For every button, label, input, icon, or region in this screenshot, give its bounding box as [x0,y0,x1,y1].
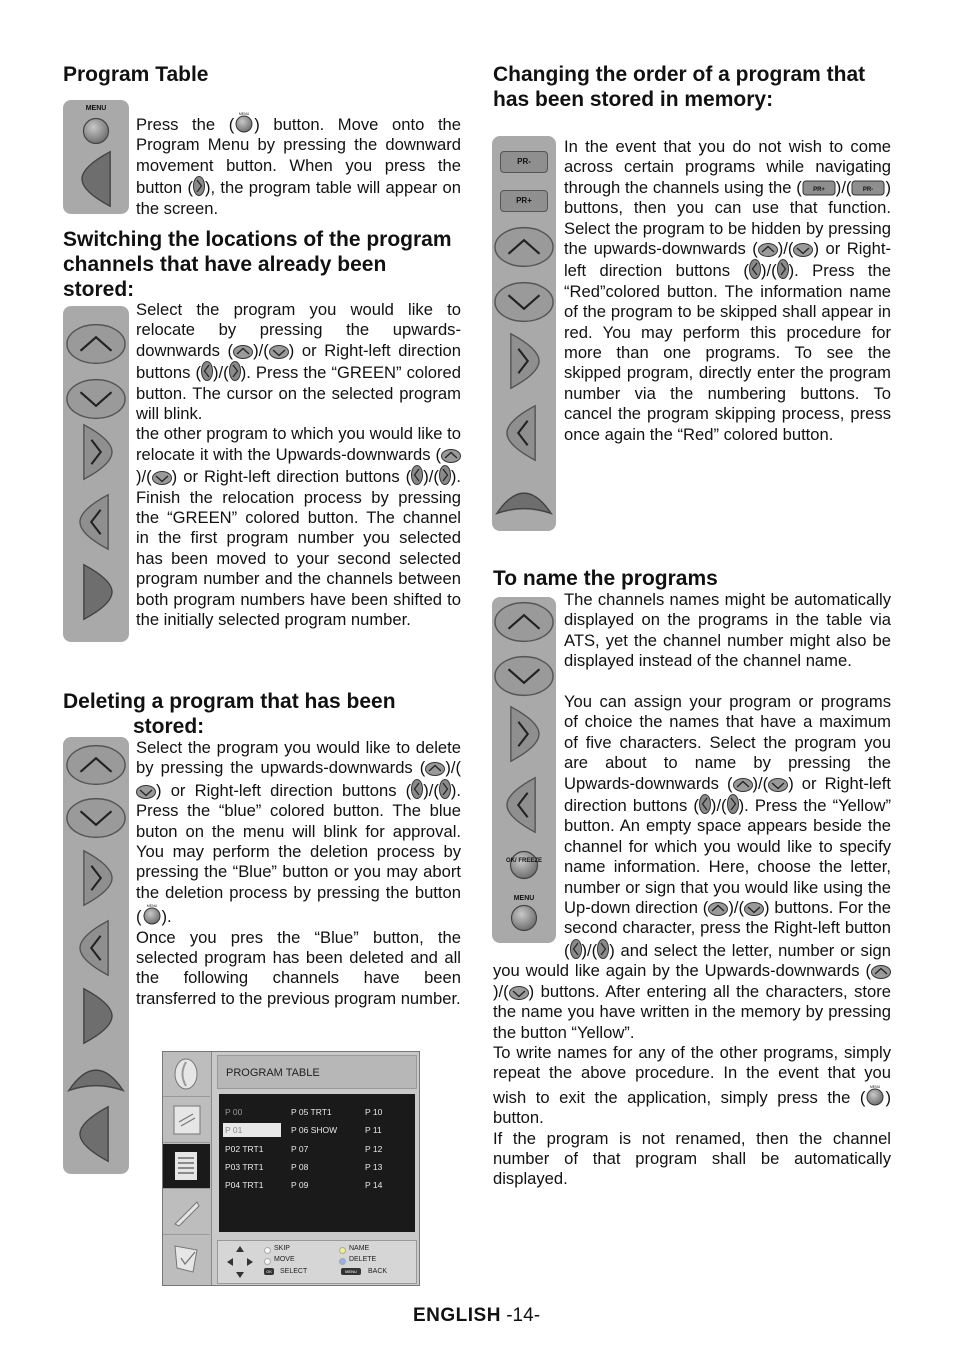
page-footer [413,1305,540,1327]
program-cell: P 08 [291,1162,309,1172]
right-arrow-icon [193,176,205,196]
down-button-icon [65,795,127,841]
program-cell: P 07 [291,1144,309,1154]
program-cell: P 10 [365,1107,383,1117]
heading-name-programs: To name the programs [493,567,718,590]
up-arrow-icon [441,449,461,463]
down-arrow-icon [793,243,813,257]
ok-freeze-label: OK/ FREEZE [506,858,543,864]
left-button-icon [502,402,542,464]
changing-order-text: In the event that you do not wish to come across certain programs while navigating through the channels using the ( PR+ )/( PR- ) buttons, then you can use that function. Select the program to be hidden by pressing the upwards-downwards ( )/( ) or Right-left direction buttons ( )/( ). Press the “Red”colored button. The information name of the program to be skipped shall appear in red. You may perform this procedure for more than one programs. To see the skipped program, directly enter the program number via the numbering buttons. To cancel the program skipping process, press once again the “Red” colored button. [564,137,891,444]
right-arrow-icon [777,259,789,279]
right-arrow-icon [597,939,609,959]
right-arrow-icon [439,779,451,799]
program-cell: P 06 SHOW [291,1125,338,1135]
down-arrow-icon [744,902,764,916]
legend-select: SELECT [280,1268,308,1275]
left-arrow-icon [570,939,582,959]
menu-label: MENU [85,105,107,112]
pr-minus-icon [851,180,885,196]
remote-illustration [492,136,556,531]
down-arrow-icon [269,345,289,359]
up-arrow-icon [425,762,445,776]
program-cell: P 05 TRT1 [291,1107,332,1117]
up-button-icon [65,742,127,788]
right-arrow-icon [439,465,451,485]
up-button-icon [493,474,555,520]
down-arrow-icon [768,778,788,792]
switching-text: Select the program you would like to relocate by pressing the upwards-downwards ( )/( ) or Right-left direction buttons ( )/( ). Press the “GREEN” colored button. The cursor on the selected program will blink. the other program to which you would like to relocate it with the Upwards-downwards ()/( ) or Right-left direction buttons ( )/( ). Finish the relocation process by pressing the “GREEN” colored button. The channel in the first program number you selected has been moved to your second selected program number and the channels between both program numbers have been shifted to the initially selected program number. [136,300,461,630]
up-button-icon [65,1051,127,1097]
pr-plus-button: PR+ [500,190,548,212]
legend-back: BACK [368,1268,388,1275]
heading-switching: Switching the locations of the program channels that have already been stored: [63,228,452,301]
program-list [219,1094,415,1232]
program-cell: P02 TRT1 [225,1144,264,1154]
program-cell: P 01 [225,1125,243,1135]
menu-button-icon [82,117,110,145]
program-cell: P 09 [291,1180,309,1190]
up-arrow-icon [708,902,728,916]
ok-key-icon: OK [264,1268,274,1275]
menu-icon [142,903,162,925]
up-arrow-icon [758,243,778,257]
left-arrow-icon [201,361,213,381]
program-table-tab [163,1144,210,1189]
heading-deleting: Deleting a program that has been stored: [63,690,396,738]
down-arrow-icon [509,986,529,1000]
menu-key-icon: MENU [341,1268,361,1275]
menu-sidebar [163,1052,212,1285]
down-button-icon [65,376,127,422]
left-button-icon [75,917,115,979]
up-button-icon [65,321,127,367]
deleting-text: Select the program you would like to delete by pressing the upwards-downwards ( )/() or Right-left direction buttons ( )/( ). Press the “blue” colored button. The blue buton on the menu will blink for approval. You may perform the deletion process by pressing the “Blue” button or you may abort the deletion process by pressing the button ( ). Once you pres the “Blue” button, the selected program has been deleted and all the following channels have been transferred to the previous program number. [136,738,461,1008]
menu-legend [217,1240,417,1284]
program-cell: P 13 [365,1162,383,1172]
down-arrow-icon [136,785,156,799]
left-arrow-icon [411,465,423,485]
menu-label: MENU [513,895,535,902]
program-table-text: Press the ( ) button. Move onto the Program Menu by pressing the downward movement button. When you press the button ( ), the program table will appear on the screen. [136,111,461,219]
page-number: -14- [506,1305,541,1326]
left-arrow-icon [411,779,423,799]
sound-tab [163,1098,210,1143]
navigation-cross-icon [226,1245,254,1279]
left-button-icon [75,1103,115,1165]
menu-icon [865,1084,885,1106]
up-button-icon [493,599,555,645]
right-button-icon [77,847,117,909]
right-arrow-icon [727,794,739,814]
remote-illustration [63,100,129,214]
program-cell: P 12 [365,1144,383,1154]
remote-illustration [63,306,129,642]
svg-text:PR+: PR+ [812,186,825,193]
up-button-icon [493,224,555,270]
down-arrow-icon [152,471,172,485]
naming-text: You can assign your program or programs of choice the names that have a maximum of five characters. Select the program you are about to name by pressing the Upwards-downwards ( )/( ) or Right-left direction buttons ( )/( ). Press the “Yellow” button. An empty space appears beside the channel for which you would like to specify name information. Here, choose the letter, number or sign that you would like using the Up-down direction ( )/( ) buttons. For the second character, press the Right-left button ( )/( ) and select the letter, number or sign you would like again by the Upwards-downwards ()/( ) buttons. After entering all the characters, store the name you have written in the memory by pressing the button “Yellow”. To write names for any of the other programs, simply repeat the above procedure. In the event that you wish to exit the application, simply press the ( ) button. If the program is not renamed, then the channel number of that program shall be automatically displayed. [493,692,891,1189]
up-arrow-icon [233,345,253,359]
right-button-icon [77,985,117,1047]
right-button-icon [77,561,117,623]
menu-title: PROGRAM TABLE [217,1055,417,1089]
heading-program-table: Program Table [63,63,209,86]
pr-minus-button: PR- [500,151,548,173]
setup-tab [163,1190,210,1235]
program-table-menu-screenshot [162,1051,420,1286]
features-tab [163,1236,210,1280]
pr-plus-icon [802,180,836,196]
left-arrow-icon [699,794,711,814]
right-button-icon [504,330,544,392]
left-button-icon [75,491,115,553]
picture-tab [163,1052,210,1097]
up-arrow-icon [733,778,753,792]
footer-language: ENGLISH [413,1305,501,1326]
left-arrow-icon [749,259,761,279]
naming-text-top: The channels names might be automatically displayed on the programs in the table via ATS, yet the channel number might also be displayed instead of the channel name. [564,590,891,671]
right-arrow-icon [229,361,241,381]
legend-name: NAME [349,1245,370,1252]
left-button-icon [77,148,117,210]
program-cell: P 14 [365,1180,383,1190]
down-button-icon [493,279,555,325]
program-cell: P 11 [365,1125,382,1135]
program-cell: P 00 [225,1107,243,1117]
up-arrow-icon [871,965,891,979]
remote-illustration [63,737,129,1174]
right-button-icon [77,421,117,483]
legend-skip: SKIP [274,1245,290,1252]
legend-delete: DELETE [349,1256,377,1263]
program-cell: P04 TRT1 [225,1180,264,1190]
legend-move: MOVE [274,1256,295,1263]
menu-icon [234,111,254,133]
heading-changing-order: Changing the order of a program that has been stored in memory: [493,63,866,111]
svg-text:PR-: PR- [863,186,874,193]
program-cell: P03 TRT1 [225,1162,264,1172]
